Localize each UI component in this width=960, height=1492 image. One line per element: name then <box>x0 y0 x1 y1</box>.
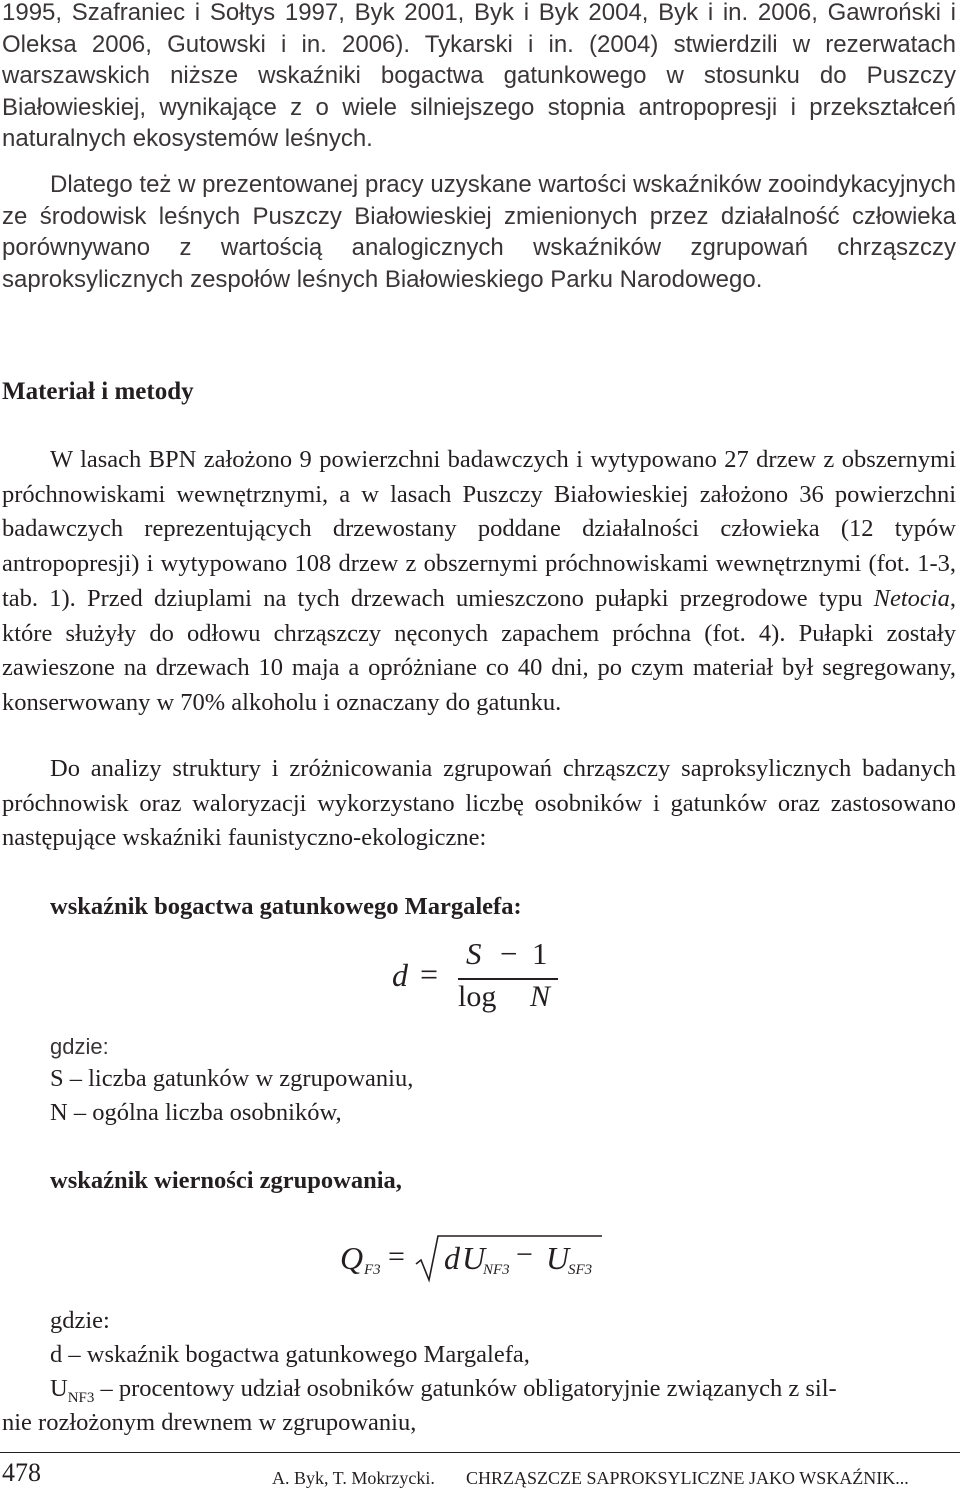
u-symbol: U <box>50 1375 68 1402</box>
margalef-heading: wskaźnik bogactwa gatunkowego Margalefa: <box>50 893 522 920</box>
margalef-def-n: N – ogólna liczba osobników, <box>50 1099 342 1126</box>
fidelity-formula <box>340 1232 610 1292</box>
fidelity-where-label: gdzie: <box>50 1307 110 1334</box>
numerator-minus: − <box>500 936 518 971</box>
footer-authors: A. Byk, T. Mokrzycki. <box>272 1468 435 1488</box>
u-subscript: NF3 <box>67 1390 95 1406</box>
formula-u-nf3: U <box>462 1240 486 1276</box>
methods-text-2: , które służyły do odłowu chrząszczy nęconych zapachem próchna (fot. 4). Pułapki zostały zawieszone na drzewach 10 maja a opróżniane co 40 dni, po czym materiał był segregowany, konserwowany w 70% alkoholu i oznaczany do gatunku. <box>2 584 956 716</box>
margalef-where-label: gdzie: <box>50 1034 109 1059</box>
formula-lhs-d: d <box>392 957 408 993</box>
formula-minus: − <box>516 1238 533 1271</box>
page-number: 478 <box>2 1458 41 1487</box>
formula-lhs-q: Q <box>340 1240 364 1276</box>
numerator-one: 1 <box>532 936 548 971</box>
formula-equals: = <box>420 956 439 992</box>
numerator-s: S <box>466 936 482 971</box>
footer-divider <box>0 1452 960 1453</box>
fidelity-def-u-continued: nie rozłożonym drewnem w zgrupowaniu, <box>2 1409 417 1436</box>
methods-paragraph-2: Do analizy struktury i zróżnicowania zgrupowań chrząszczy saproksylicznych badanych próchnowisk oraz waloryzacji wykorzystano liczbę osobników i gatunków oraz zastosowano następujące wskaźniki faunistyczno-ekologiczne: <box>2 755 956 852</box>
intro-paragraph-2: Dlatego też w prezentowanej pracy uzyskane wartości wskaźników zooindykacyjnych ze środowisk leśnych Puszczy Białowieskiej zmienionych przez działalność człowieka porównywano z wartością analogicznych wskaźników zgrupowań chrząszczy saproksylicznych zespołów leśnych Białowieskiego Parku Narodowego. <box>2 171 956 293</box>
fidelity-def-d: d – wskaźnik bogactwa gatunkowego Margalefa, <box>50 1341 530 1368</box>
fidelity-heading: wskaźnik wierności zgrupowania, <box>50 1167 402 1194</box>
formula-lhs-subscript: F3 <box>364 1262 381 1278</box>
genus-name: Netocia <box>873 584 950 612</box>
formula-u-nf3-subscript: NF3 <box>483 1262 510 1278</box>
intro-paragraph-1: 1995, Szafraniec i Sołtys 1997, Byk 2001, Byk i Byk 2004, Byk i in. 2006, Gawroński i Oleksa 2006, Gutowski i in. 2006). Tykarski i in. (2004) stwierdzili w rezerwatach warszawskich niższe wskaźniki bogactwa gatunkowego w stosunku do Puszczy Białowieskiej, wynikające z o wiele silniejszego stopnia antropopresji i przekształceń naturalnych ekosystemów leśnych. <box>2 0 956 152</box>
methods-paragraph-1 <box>2 443 956 721</box>
formula-d: d <box>444 1240 460 1276</box>
footer-running-title: CHRZĄSZCZE SAPROKSYLICZNE JAKO WSKAŹNIK... <box>466 1468 909 1488</box>
margalef-def-s: S – liczba gatunków w zgrupowaniu, <box>50 1065 414 1092</box>
denominator-n: N <box>530 980 551 1013</box>
margalef-formula <box>392 936 572 1022</box>
section-heading-methods: Materiał i metody <box>2 378 194 405</box>
formula-u-sf3-subscript: SF3 <box>568 1262 593 1278</box>
formula-u-sf3: U <box>546 1240 570 1276</box>
u-definition-line-1: – procentowy udział osobników gatunków obligatoryjnie związanych z sil- <box>94 1375 837 1402</box>
formula-equals: = <box>388 1240 405 1273</box>
methods-text-1: W lasach BPN założono 9 powierzchni badawczych i wytypowano 27 drzew z obszernymi próchnowiskami wewnętrznymi, a w lasach Puszczy Białowieskiej założono 36 powierzchni badawczych reprezentujących drzewostany poddane działalności człowieka (12 typów antropopresji) i wytypowano 108 drzew z obszernymi próchnowiskami wewnętrznymi (fot. 1-3, tab. 1). Przed dziuplami na tych drzewach umieszczono pułapki przegrodowe typu <box>2 446 956 612</box>
denominator-log: log <box>458 980 497 1013</box>
